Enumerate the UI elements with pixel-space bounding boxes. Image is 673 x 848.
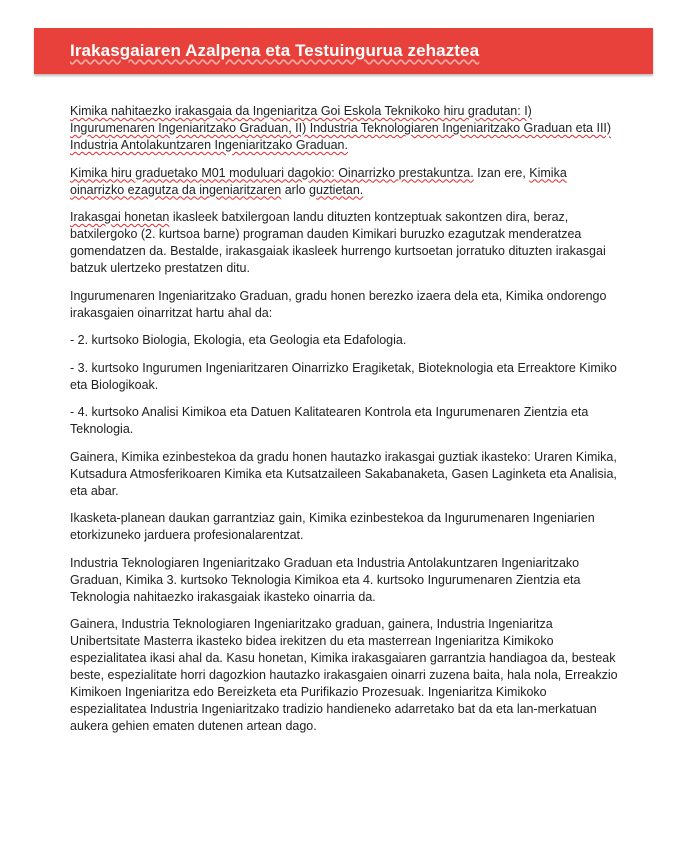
paragraph-industrial-degrees [70,555,620,606]
document-body [70,103,620,746]
paragraph-text: Gainera, Industria Teknologiaren Ingeniaritzako graduan, gainera, Industria Ingeniaritza Unibertsitate Masterra ikasteko bidea irekitzen du eta masterrean Ingeniaritza Kimikoko espezialitatea ikasi ahal da. Kasu honetan, Kimika irakasgaiaren garrantzia handiagoa da, besteak beste, espezialitate horri dagozkion hautazko irakasgaien oinarri zuzena baita, hala nola, Erreakzio Kimikoen Ingeniaritza edo Bereizketa eta Purifikazio Prozesuak. Ingeniaritza Kimikoko espezialitatea Industria Ingeniaritzako tradizio handieneko adarretako bat da eta lan-merkatuan aukera gehien ematen dutenen artean dago. [70,617,618,733]
paragraph-prerequisites [70,209,620,277]
paragraph-text: Ingurumenaren Ingeniaritzako Graduan, gradu honen berezko izaera dela eta, Kimika ondorengo irakasgaien oinarritzat hartu ahal da: [70,288,607,320]
paragraph-intro [70,103,620,154]
paragraph-text: guztietan. [309,182,364,197]
list-item-year-4 [70,404,620,438]
paragraph-text: Gainera, Kimika ezinbestekoa da gradu honen hautazko irakasgai guztiak ikasteko: Uraren Kimika, Kutsadura Atmosferikoaren Kimika eta Kutsatzaileen Sakabanaketa, Gasen Laginketa eta Analisia, eta abar. [70,449,617,498]
paragraph-text: Industria Teknologiaren Ingeniaritzako Graduan eta Industria Antolakuntzaren Ingeniaritzako Graduan, Kimika 3. kurtsoko Teknologia Kimikoa eta 4. kurtsoko Ingurumenaren Zientzia eta Teknologia nahitaezko irakasgaiak ikasteko oinarria da. [70,555,581,604]
paragraph-text: - 3. kurtsoko Ingurumen Ingeniaritzaren Oinarrizko Eragiketak, Bioteknologia eta Erreaktore Kimiko eta Biologikoak. [70,360,617,392]
paragraph-text: Kimika nahitaezko irakasgaia da Ingeniaritza Goi Eskola Teknikoko hiru gradutan: I) Ingurumenaren Ingeniaritzako Graduan, II) Industria Teknologiaren Ingeniaritzako Graduan eta III) Industria Antolakuntzaren Ingeniaritzako Graduan. [70,104,612,152]
paragraph-environmental-degree [70,288,620,322]
list-item-year-3 [70,360,620,394]
list-item-year-2 [70,332,620,349]
paragraph-electives [70,449,620,500]
paragraph-module [70,165,620,199]
paragraph-text: - 4. kurtsoko Analisi Kimikoa eta Datuen Kalitatearen Kontrola eta Ingurumenaren Zientzia eta Teknologia. [70,405,589,436]
paragraph-text: arlo [281,182,310,197]
paragraph-text: Kimika oinarrizko ezagutza da ingeniaritzaren [70,165,567,197]
paragraph-master [70,616,620,735]
section-header-bar [34,28,653,74]
section-title: Irakasgaiaren Azalpena eta Testuingurua zehaztea [70,41,480,60]
paragraph-text: Irakasgai honetan [70,210,170,224]
paragraph-text: ikasleek batxilergoan landu dituzten kontzeptuak sakontzen dira, beraz, batxilergoko (2. kurtsoa barne) programan dauden Kimikari buruzko ezagutzak menderatzea gomendatzen da. Bestalde, irakasgaiak ikasleek hurrengo kurtsoetan jorratuko dituzten irakasgai batzuk ulertzeko prestatzen ditu. [70,210,606,275]
paragraph-text: Kimika hiru graduetako M01 moduluari dagokio: Oinarrizko prestakuntza. [70,165,474,180]
paragraph-text: Izan ere, [473,165,530,180]
paragraph-text: - 2. kurtsoko Biologia, Ekologia, eta Geologia eta Edafologia. [70,333,407,347]
paragraph-text: Ikasketa-planean daukan garrantziaz gain, Kimika ezinbestekoa da Ingurumenaren Ingeniarien etorkizuneko jarduera profesionalarentzat. [70,511,595,542]
paragraph-professional [70,510,620,544]
